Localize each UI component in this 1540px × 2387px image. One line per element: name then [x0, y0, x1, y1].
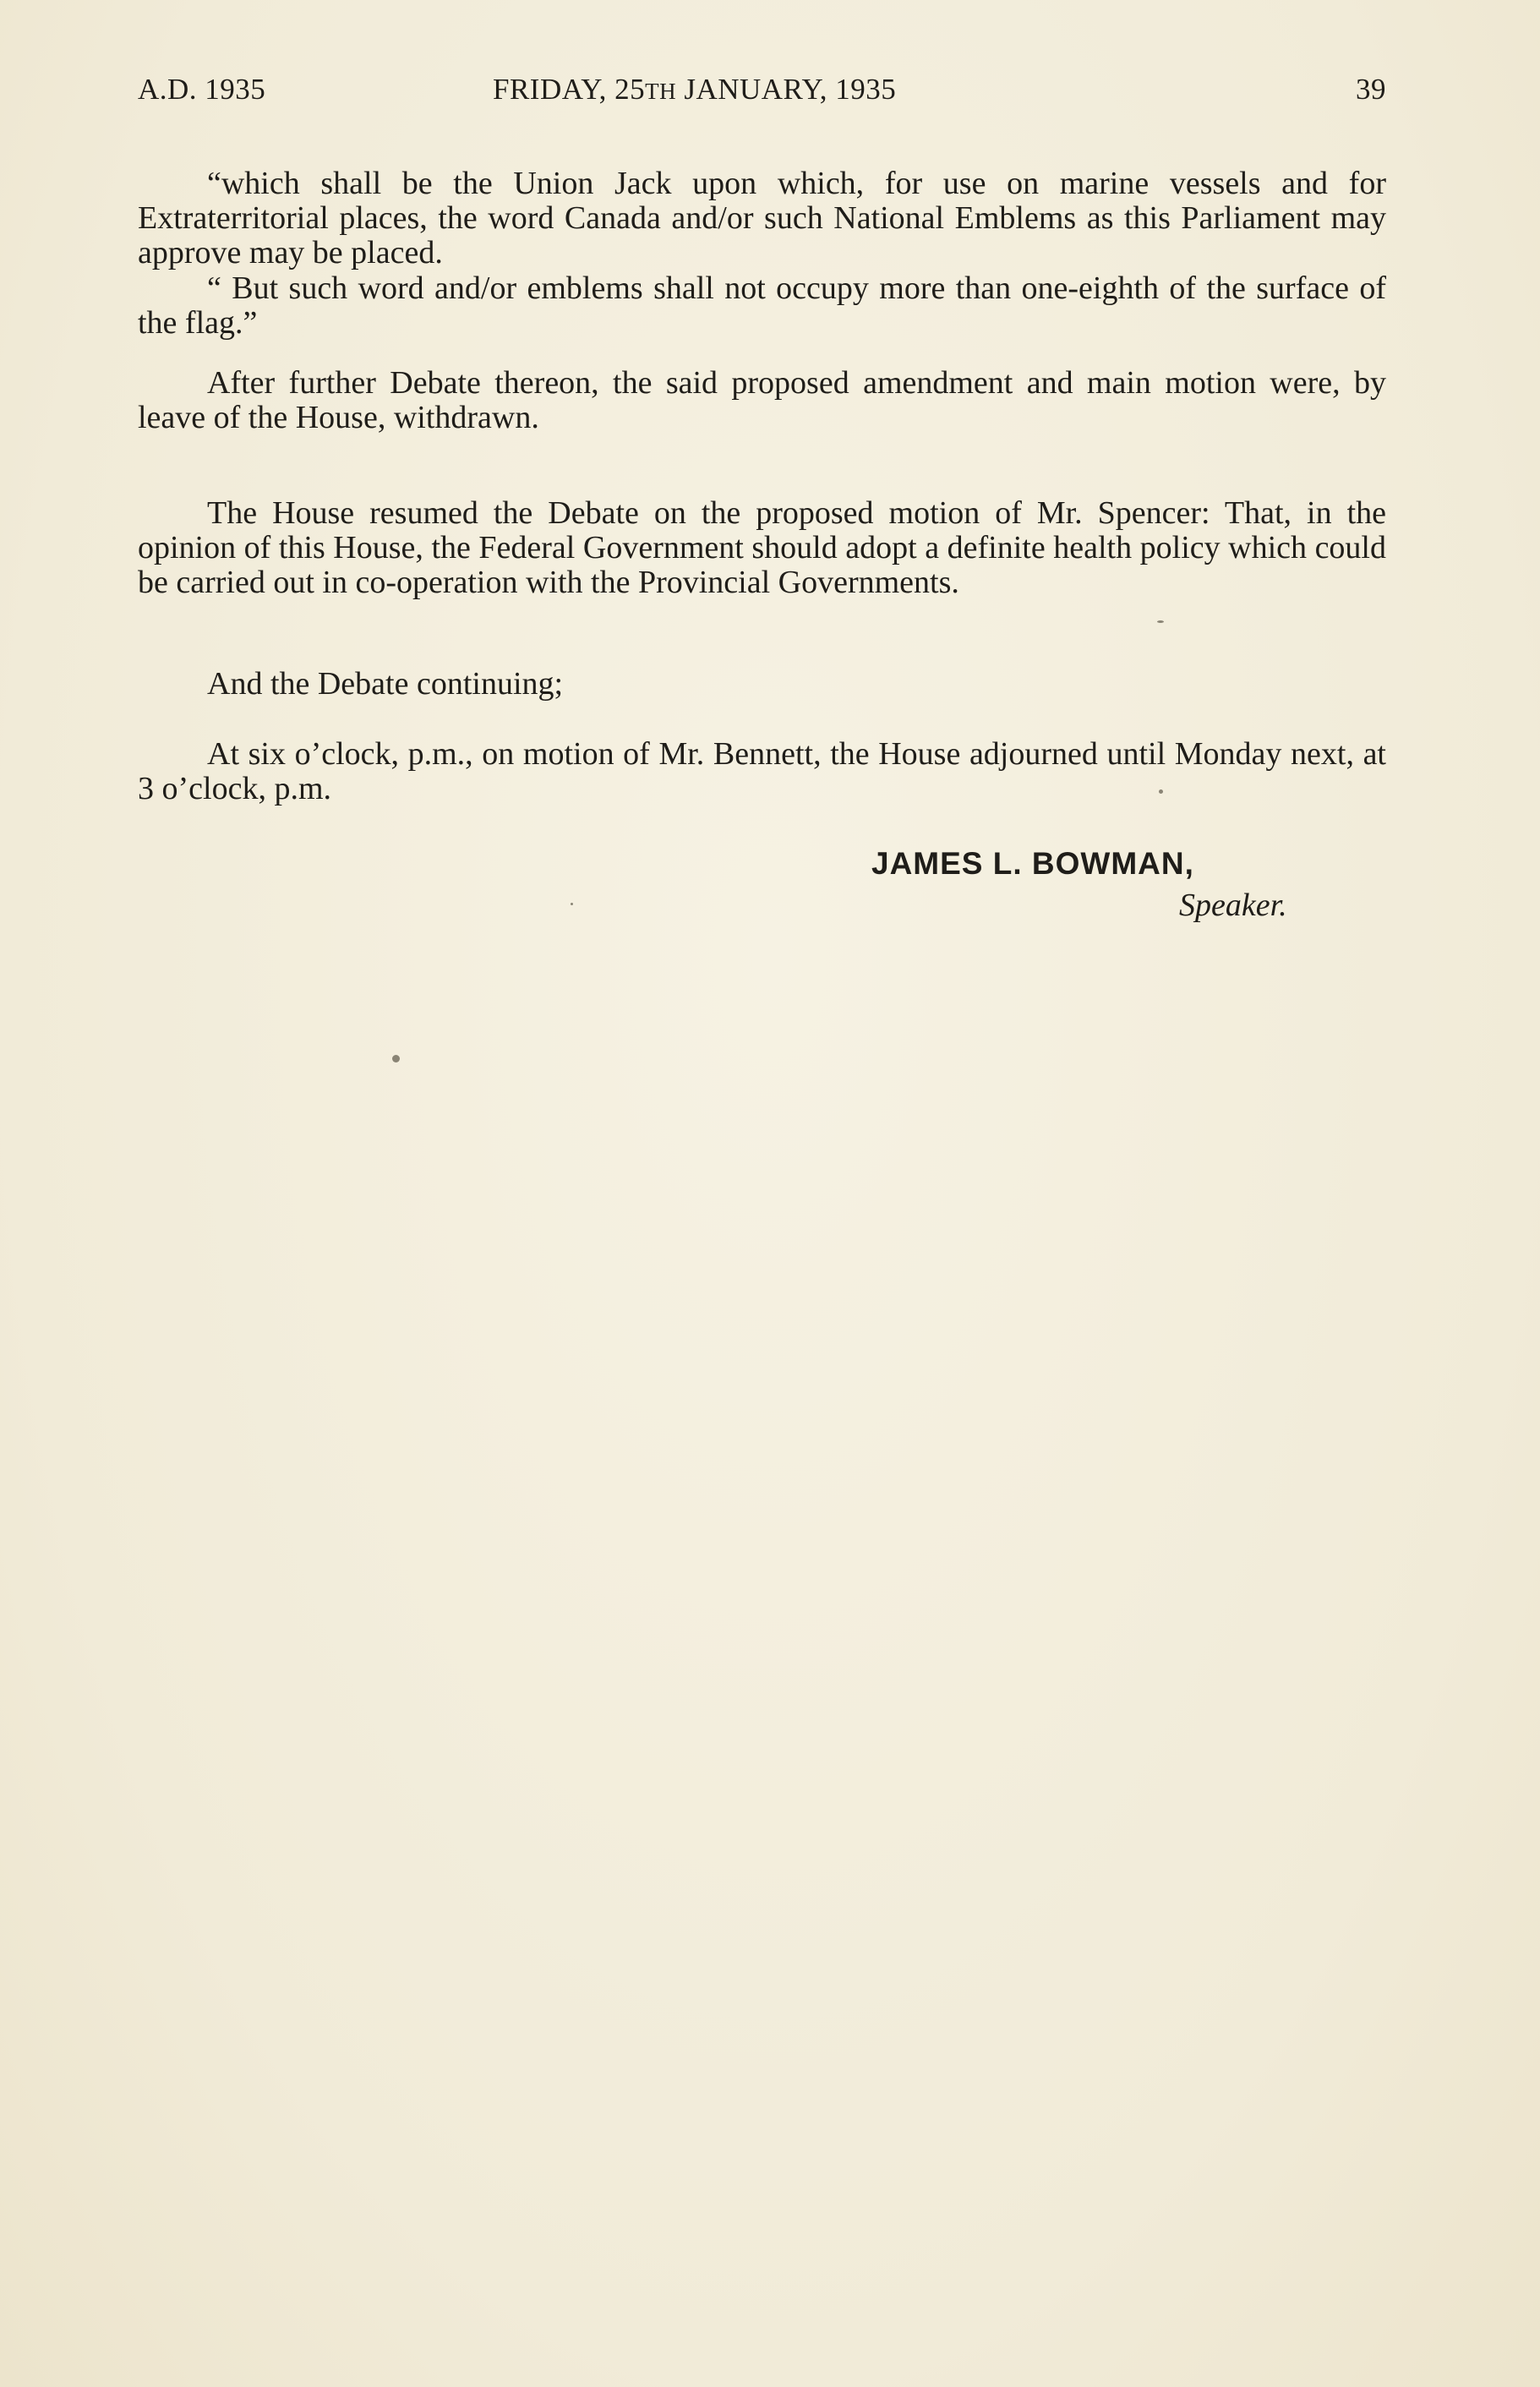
paragraph-health-policy-debate: The House resumed the Debate on the proposed motion of Mr. Spencer: That, in the opinion of this House, the Federal Government should adopt a definite health policy which could be carried out in co-operation with the Provincial Governments.: [138, 495, 1386, 600]
paragraph-debate-continuing: And the Debate continuing;: [207, 666, 564, 702]
header-date-prefix: FRIDAY, 25: [493, 73, 646, 106]
header-date: [493, 73, 896, 107]
paragraph-quoted-proviso: “ But such word and/or emblems shall not occupy more than one-eighth of the surface of the flag.”: [138, 270, 1386, 341]
signature-title: Speaker.: [1179, 888, 1287, 923]
page-number: 39: [1356, 73, 1386, 106]
paragraph-adjournment: At six o’clock, p.m., on motion of Mr. Bennett, the House adjourned until Monday next, at 3 o’clock, p.m.: [138, 736, 1386, 806]
paper-speck: [392, 1055, 400, 1062]
paragraph-quoted-motion: “which shall be the Union Jack upon which, for use on marine vessels and for Extraterritorial places, the word Canada and/or such National Emblems as this Parliament may approve may be placed.: [138, 166, 1386, 270]
header-date-ordinal: TH: [645, 79, 677, 104]
paper-speck: [1157, 620, 1164, 623]
paragraph-withdrawn: After further Debate thereon, the said proposed amendment and main motion were, by leave of the House, withdrawn.: [138, 365, 1386, 435]
signature-name: JAMES L. BOWMAN,: [871, 846, 1194, 881]
running-header: [138, 73, 1386, 115]
header-year: A.D. 1935: [138, 73, 266, 106]
paper-speck: [571, 903, 573, 905]
paper-speck: [1159, 789, 1163, 794]
header-date-rest: JANUARY, 1935: [676, 73, 897, 106]
